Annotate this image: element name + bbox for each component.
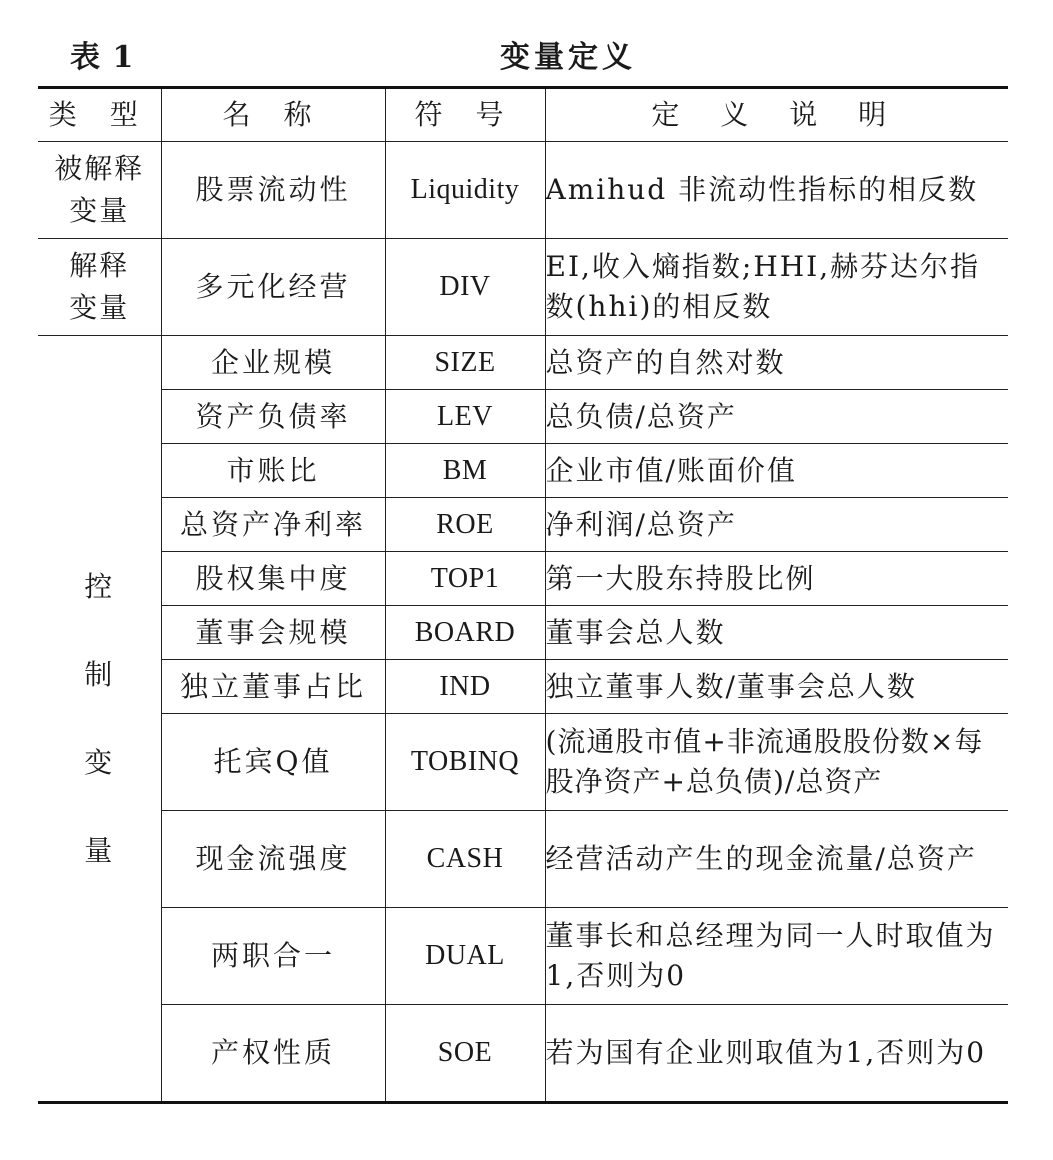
table-row — [38, 336, 1008, 390]
variable-name: 股权集中度 — [161, 552, 385, 606]
type-control-variables — [38, 336, 161, 1103]
table-row — [38, 239, 1008, 336]
variable-symbol: SIZE — [385, 336, 545, 390]
variable-symbol: DIV — [385, 239, 545, 336]
table-row — [38, 1005, 1008, 1103]
variable-symbol: DUAL — [385, 908, 545, 1005]
variable-symbol: TOP1 — [385, 552, 545, 606]
variable-name: 多元化经营 — [161, 239, 385, 336]
variable-definition: EI,收入熵指数;HHI,赫芬达尔指数(hhi)的相反数 — [545, 239, 1008, 336]
table-caption — [38, 26, 1008, 78]
variable-symbol: LEV — [385, 390, 545, 444]
header-type: 类 型 — [38, 88, 161, 142]
table-row — [38, 606, 1008, 660]
variable-symbol: SOE — [385, 1005, 545, 1103]
table-row — [38, 714, 1008, 811]
variable-definition: 董事长和总经理为同一人时取值为1,否则为0 — [545, 908, 1008, 1005]
variable-symbol: BOARD — [385, 606, 545, 660]
variable-symbol: ROE — [385, 498, 545, 552]
table-row — [38, 660, 1008, 714]
variable-symbol: TOBINQ — [385, 714, 545, 811]
variable-name: 市账比 — [161, 444, 385, 498]
variable-definition: 独立董事人数/董事会总人数 — [545, 660, 1008, 714]
variable-name: 产权性质 — [161, 1005, 385, 1103]
type-label: 被解释 变量 — [54, 152, 145, 227]
variable-name: 两职合一 — [161, 908, 385, 1005]
type-explanatory-variable — [38, 239, 161, 336]
variable-name: 总资产净利率 — [161, 498, 385, 552]
type-label-char: 变 — [84, 745, 115, 779]
variable-definition: 经营活动产生的现金流量/总资产 — [545, 811, 1008, 908]
table-title: 变量定义 — [500, 40, 636, 75]
header-name: 名 称 — [161, 88, 385, 142]
variable-definition: 净利润/总资产 — [545, 498, 1008, 552]
variable-name: 托宾Q值 — [161, 714, 385, 811]
table-row — [38, 498, 1008, 552]
variable-name: 资产负债率 — [161, 390, 385, 444]
variable-definition: (流通股市值+非流通股股份数×每股净资产+总负债)/总资产 — [545, 714, 1008, 811]
variable-definition: 第一大股东持股比例 — [545, 552, 1008, 606]
variable-definition: 总负债/总资产 — [545, 390, 1008, 444]
variable-name: 股票流动性 — [161, 142, 385, 239]
type-label-char: 制 — [84, 657, 115, 691]
table-row — [38, 552, 1008, 606]
variable-definition-table — [38, 86, 1008, 1104]
table-row — [38, 811, 1008, 908]
type-dependent-variable — [38, 142, 161, 239]
variable-name: 企业规模 — [161, 336, 385, 390]
type-label-char: 控 — [84, 569, 115, 603]
variable-symbol: IND — [385, 660, 545, 714]
variable-name: 独立董事占比 — [161, 660, 385, 714]
variable-definition: 企业市值/账面价值 — [545, 444, 1008, 498]
table-row — [38, 390, 1008, 444]
table-row — [38, 444, 1008, 498]
variable-name: 现金流强度 — [161, 811, 385, 908]
header-row — [38, 88, 1008, 142]
table-row — [38, 908, 1008, 1005]
table-row — [38, 142, 1008, 239]
header-symbol: 符 号 — [385, 88, 545, 142]
variable-name: 董事会规模 — [161, 606, 385, 660]
variable-definition: 若为国有企业则取值为1,否则为0 — [545, 1005, 1008, 1103]
control-variables-label — [38, 567, 161, 871]
variable-definition: 董事会总人数 — [545, 606, 1008, 660]
header-definition: 定 义 说 明 — [545, 88, 1008, 142]
variable-definition: Amihud 非流动性指标的相反数 — [545, 142, 1008, 239]
variable-definition: 总资产的自然对数 — [545, 336, 1008, 390]
variable-symbol: CASH — [385, 811, 545, 908]
variable-symbol: Liquidity — [385, 142, 545, 239]
type-label: 解释 变量 — [69, 249, 130, 324]
variable-symbol: BM — [385, 444, 545, 498]
table-number: 表 1 — [70, 40, 135, 75]
type-label-char: 量 — [84, 833, 115, 867]
